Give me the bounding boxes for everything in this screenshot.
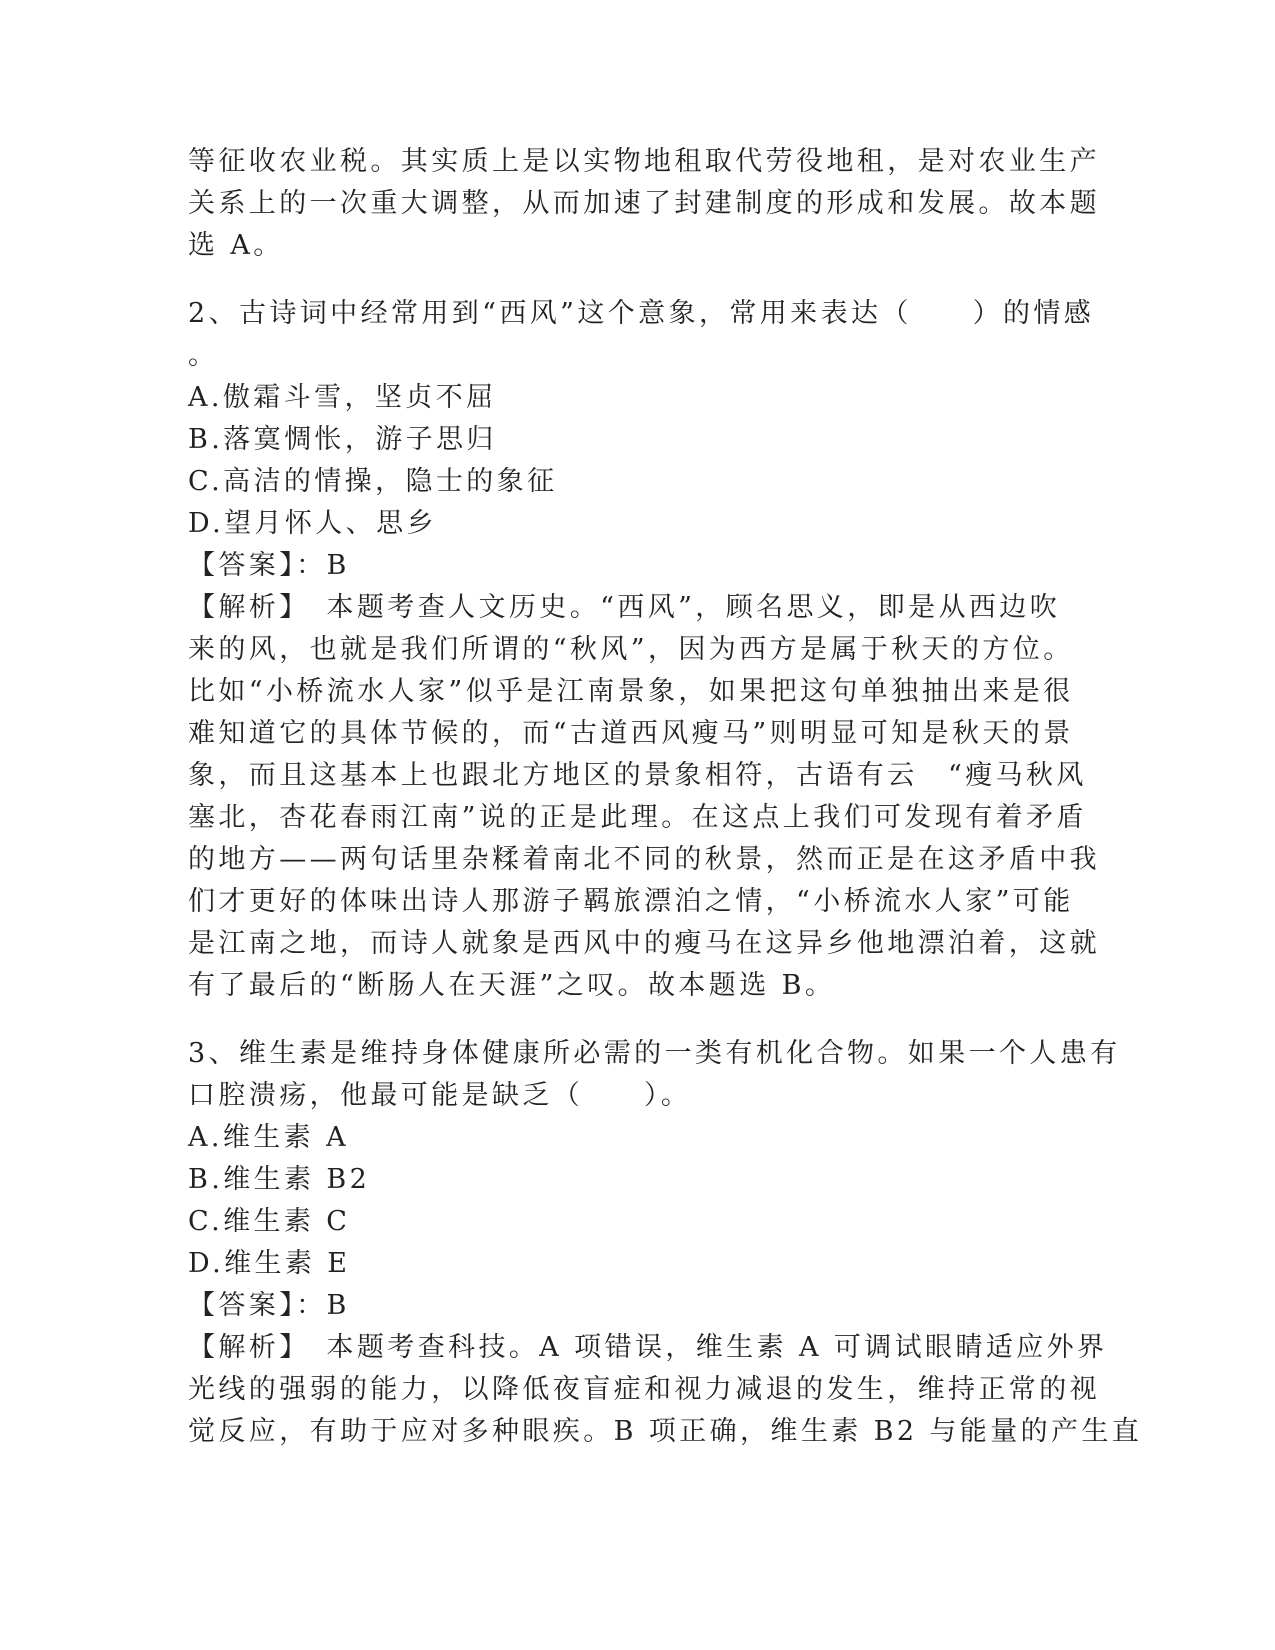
q2-answer: 【答案】：B xyxy=(188,550,350,581)
q2-stem-line: 。 xyxy=(188,340,219,371)
q3-option-c: C.维生素 C xyxy=(188,1206,351,1237)
q2-option-b: B.落寞惆怅，游子思归 xyxy=(188,424,497,455)
q1-analysis-line: 关系上的一次重大调整，从而加速了封建制度的形成和发展。故本题 xyxy=(188,188,1100,219)
q2-analysis-line: 塞北，杏花春雨江南”说的正是此理。在这点上我们可发现有着矛盾 xyxy=(188,802,1087,833)
q3-option-a: A.维生素 A xyxy=(188,1122,349,1153)
q2-analysis-line: 比如“小桥流水人家”似乎是江南景象，如果把这句单独抽出来是很 xyxy=(188,676,1074,707)
q2-analysis-line: 难知道它的具体节候的，而“古道西风瘦马”则明显可知是秋天的景 xyxy=(188,718,1074,749)
q3-analysis-line: 光线的强弱的能力，以降低夜盲症和视力减退的发生，维持正常的视 xyxy=(188,1374,1100,1405)
q2-analysis-line: 有了最后的“断肠人在天涯”之叹。故本题选 B。 xyxy=(188,970,836,1001)
q2-option-d: D.望月怀人、思乡 xyxy=(188,508,437,539)
q3-answer: 【答案】：B xyxy=(188,1290,350,1321)
q3-stem-line: 3、维生素是维持身体健康所必需的一类有机化合物。如果一个人患有 xyxy=(188,1038,1121,1069)
q2-analysis-line: 们才更好的体味出诗人那游子羁旅漂泊之情，“小桥流水人家”可能 xyxy=(188,886,1074,917)
q2-analysis-line: 的地方——两句话里杂糅着南北不同的秋景，然而正是在这矛盾中我 xyxy=(188,844,1100,875)
q3-stem-line: 口腔溃疡，他最可能是缺乏（ ）。 xyxy=(188,1080,692,1111)
q3-option-b: B.维生素 B2 xyxy=(188,1164,371,1195)
q1-analysis-line: 等征收农业税。其实质上是以实物地租取代劳役地租，是对农业生产 xyxy=(188,146,1100,177)
q2-option-a: A.傲霜斗雪，坚贞不屈 xyxy=(188,382,497,413)
q2-analysis-line: 是江南之地，而诗人就象是西风中的瘦马在这异乡他地漂泊着，这就 xyxy=(188,928,1100,959)
q2-analysis-line: 【解析】 本题考查人文历史。“西风”，顾名思义，即是从西边吹 xyxy=(188,592,1061,623)
q3-analysis-line: 觉反应，有助于应对多种眼疾。B 项正确，维生素 B2 与能量的产生直 xyxy=(188,1416,1143,1447)
q2-option-c: C.高洁的情操，隐士的象征 xyxy=(188,466,558,497)
q1-analysis-line: 选 A。 xyxy=(188,230,284,261)
q2-stem-line: 2、古诗词中经常用到“西风”这个意象，常用来表达（ ）的情感 xyxy=(188,298,1095,329)
q2-analysis-line: 象，而且这基本上也跟北方地区的景象相符，古语有云 “瘦马秋风 xyxy=(188,760,1087,791)
q2-analysis-line: 来的风，也就是我们所谓的“秋风”，因为西方是属于秋天的方位。 xyxy=(188,634,1074,665)
q3-option-d: D.维生素 E xyxy=(188,1248,351,1279)
q3-analysis-line: 【解析】 本题考查科技。A 项错误，维生素 A 可调试眼睛适应外界 xyxy=(188,1332,1108,1363)
